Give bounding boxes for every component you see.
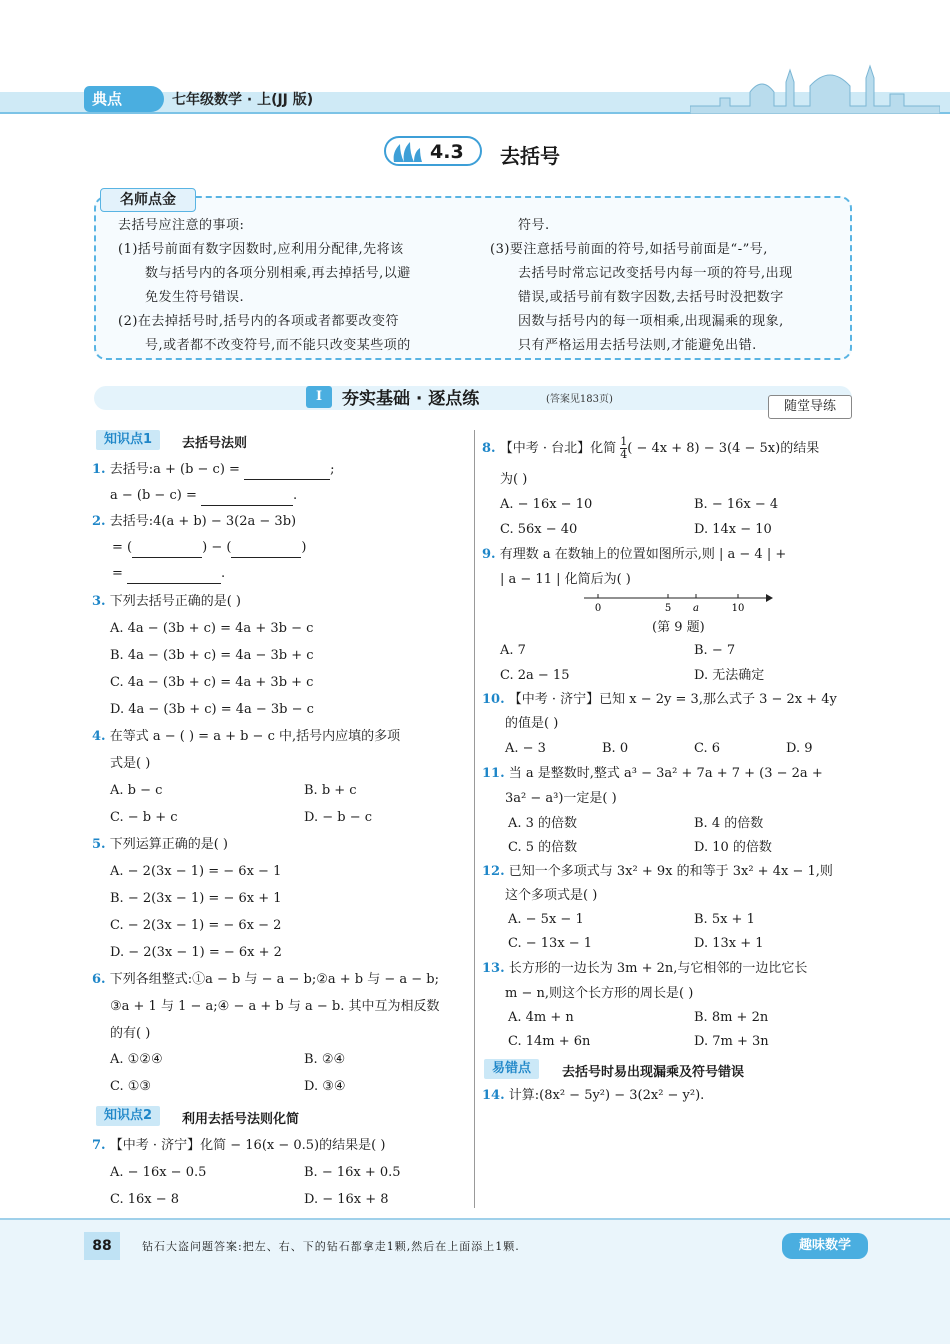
- axis-arrow: [766, 594, 773, 602]
- option[interactable]: D. ③④: [304, 1079, 346, 1094]
- book-title: 七年级数学 · 上(JJ 版): [172, 92, 314, 108]
- answer-blank[interactable]: [231, 543, 301, 558]
- option[interactable]: B. 0: [602, 741, 629, 756]
- answer-note: (答案见183页): [546, 394, 613, 405]
- option[interactable]: B. 4 的倍数: [694, 816, 764, 831]
- question-3: 3. 下列去括号正确的是( ): [92, 594, 241, 609]
- question-5: 5. 下列运算正确的是( ): [92, 837, 228, 852]
- question-11: 11. 当 a 是整数时,整式 a³ − 3a² + 7a + 7 + (3 − 2a +: [482, 766, 823, 781]
- skyline-illustration: [690, 62, 940, 114]
- tip-line: 只有严格运用去括号法则,才能避免出错.: [518, 338, 757, 353]
- option[interactable]: A. − 16x − 10: [500, 497, 593, 512]
- option[interactable]: D. 4a − (3b + c) = 4a − 3b − c: [110, 702, 314, 717]
- question-6-cont: 的有( ): [110, 1026, 151, 1041]
- question-10: 10. 【中考 · 济宁】已知 x − 2y = 3,那么式子 3 − 2x + 4y: [482, 692, 837, 707]
- option[interactable]: B. − 7: [694, 643, 736, 658]
- number-line: [580, 590, 774, 616]
- answer-blank[interactable]: [201, 491, 293, 506]
- option[interactable]: D. 无法确定: [694, 668, 765, 683]
- tip-line: 因数与括号内的每一项相乘,出现漏乘的现象,: [518, 314, 784, 329]
- option[interactable]: B. − 16x − 4: [694, 497, 779, 512]
- option[interactable]: A. − 16x − 0.5: [110, 1165, 207, 1180]
- option[interactable]: D. − 16x + 8: [304, 1192, 389, 1207]
- tip-line: 符号.: [518, 218, 550, 233]
- answer-blank[interactable]: [132, 543, 202, 558]
- tip-line: 号,或者都不改变符号,而不能只改变某些项的: [145, 338, 411, 353]
- option[interactable]: D. − 2(3x − 1) = − 6x + 2: [110, 945, 282, 960]
- figure-caption: (第 9 题): [652, 620, 705, 635]
- option[interactable]: C. 56x − 40: [500, 522, 578, 537]
- column-divider: [474, 430, 475, 1208]
- question-14: 14. 计算:(8x² − 5y²) − 3(2x² − y²).: [482, 1088, 705, 1103]
- question-9-cont: | a − 11 | 化简后为( ): [500, 572, 631, 587]
- axis-label: 5: [664, 603, 672, 614]
- question-13-cont: m − n,则这个长方形的周长是( ): [505, 986, 694, 1001]
- knowledge-title-2: 利用去括号法则化简: [182, 1112, 300, 1127]
- practice-badge: 随堂导练: [768, 395, 852, 419]
- option[interactable]: B. 5x + 1: [694, 912, 755, 927]
- question-8: 8. 【中考 · 台北】化简 $\frac{1}{4}$ ( − 4x + 8) − 3(4 − 5x)的结果: [482, 435, 820, 461]
- option[interactable]: B. 4a − (3b + c) = 4a − 3b + c: [110, 648, 314, 663]
- question-12-cont: 这个多项式是( ): [505, 888, 598, 903]
- footer-note: 钻石大盗问题答案:把左、右、下的钻石都拿走1颗,然后在上面添上1颗.: [142, 1240, 520, 1253]
- question-2: 2. 去括号:4(a + b) − 3(2a − 3b): [92, 514, 297, 529]
- option[interactable]: D. 13x + 1: [694, 936, 764, 951]
- option[interactable]: C. 2a − 15: [500, 668, 570, 683]
- tip-line: 数与括号内的各项分别相乘,再去掉括号,以避: [145, 266, 411, 281]
- question-2b: = ( ) − ( ): [112, 538, 307, 558]
- tips-heading: 去括号应注意的事项:: [118, 218, 245, 233]
- question-1b: a − (b − c) = .: [110, 486, 297, 506]
- question-4: 4. 在等式 a − ( ) = a + b − c 中,括号内应填的多项: [92, 729, 401, 744]
- option[interactable]: A. b − c: [110, 783, 163, 798]
- practice-title: 夯实基础 · 逐点练: [342, 389, 480, 409]
- option[interactable]: C. − b + c: [110, 810, 178, 825]
- option[interactable]: C. 16x − 8: [110, 1192, 180, 1207]
- option[interactable]: C. 4a − (3b + c) = 4a + 3b + c: [110, 675, 314, 690]
- tip-line: (2)在去掉括号时,括号内的各项或者都要改变符: [118, 314, 400, 329]
- knowledge-tag-1: 知识点1: [96, 430, 160, 450]
- option[interactable]: B. 8m + 2n: [694, 1010, 769, 1025]
- answer-blank[interactable]: [127, 569, 221, 584]
- error-prone-tag: 易错点: [484, 1059, 539, 1079]
- section-number: 4.3: [430, 141, 464, 163]
- question-9: 9. 有理数 a 在数轴上的位置如图所示,则 | a − 4 | +: [482, 547, 787, 562]
- option[interactable]: A. − 2(3x − 1) = − 6x − 1: [110, 864, 282, 879]
- error-prone-title: 去括号时易出现漏乘及符号错误: [562, 1065, 745, 1080]
- axis-label: 10: [731, 603, 745, 614]
- option[interactable]: C. − 2(3x − 1) = − 6x − 2: [110, 918, 282, 933]
- option[interactable]: D. 14x − 10: [694, 522, 772, 537]
- question-1: 1. 去括号:a + (b − c) = ;: [92, 460, 334, 480]
- page-number: 88: [84, 1232, 120, 1260]
- option[interactable]: C. 6: [694, 741, 721, 756]
- option[interactable]: A. ①②④: [110, 1052, 163, 1067]
- option[interactable]: B. b + c: [304, 783, 357, 798]
- option[interactable]: C. 14m + 6n: [508, 1034, 591, 1049]
- question-8-cont: 为( ): [500, 472, 528, 487]
- option[interactable]: B. − 16x + 0.5: [304, 1165, 401, 1180]
- question-10-cont: 的值是( ): [505, 716, 559, 731]
- question-12: 12. 已知一个多项式与 3x² + 9x 的和等于 3x² + 4x − 1,则: [482, 864, 833, 879]
- option[interactable]: A. 4m + n: [508, 1010, 574, 1025]
- practice-level-icon: I: [306, 386, 332, 408]
- tips-badge: 名师点金: [100, 188, 196, 212]
- question-11-cont: 3a² − a³)一定是( ): [505, 791, 617, 806]
- tip-line: 免发生符号错误.: [145, 290, 245, 305]
- tip-line: (1)括号前面有数字因数时,应利用分配律,先将该: [118, 242, 404, 257]
- axis-label: a: [693, 603, 699, 614]
- question-4-cont: 式是( ): [110, 756, 151, 771]
- brand-logo: 典点: [84, 86, 164, 112]
- fun-math-badge: 趣味数学: [782, 1233, 868, 1259]
- knowledge-title-1: 去括号法则: [182, 436, 248, 451]
- option[interactable]: A. − 3: [505, 741, 546, 756]
- tip-line: 去括号时常忘记改变括号内每一项的符号,出现: [518, 266, 793, 281]
- option[interactable]: A. 3 的倍数: [508, 816, 578, 831]
- option[interactable]: D. − b − c: [304, 810, 373, 825]
- option[interactable]: A. − 5x − 1: [508, 912, 584, 927]
- question-6: 6. 下列各组整式:①a − b 与 − a − b;②a + b 与 − a − b;: [92, 972, 440, 987]
- footer-line: [0, 1218, 950, 1220]
- drop-icon: [390, 140, 424, 164]
- axis-label: 0: [594, 603, 602, 614]
- option[interactable]: C. 5 的倍数: [508, 840, 578, 855]
- section-title: 去括号: [500, 144, 560, 168]
- option[interactable]: C. − 13x − 1: [508, 936, 593, 951]
- tip-line: 错误,或括号前有数字因数,去括号时没把数字: [518, 290, 784, 305]
- option[interactable]: D. 10 的倍数: [694, 840, 772, 855]
- option[interactable]: D. 7m + 3n: [694, 1034, 769, 1049]
- option[interactable]: B. − 2(3x − 1) = − 6x + 1: [110, 891, 282, 906]
- tip-line: (3)要注意括号前面的符号,如括号前面是“-”号,: [490, 242, 768, 257]
- option[interactable]: A. 7: [500, 643, 526, 658]
- question-6-cont: ③a + 1 与 1 − a;④ − a + b 与 a − b. 其中互为相反数: [110, 999, 440, 1014]
- question-2c: = .: [112, 564, 225, 584]
- question-7: 7. 【中考 · 济宁】化简 − 16(x − 0.5)的结果是( ): [92, 1138, 386, 1153]
- option[interactable]: C. ①③: [110, 1079, 152, 1094]
- option[interactable]: D. 9: [786, 741, 813, 756]
- question-13: 13. 长方形的一边长为 3m + 2n,与它相邻的一边比它长: [482, 961, 808, 976]
- answer-blank[interactable]: [244, 465, 330, 480]
- knowledge-tag-2: 知识点2: [96, 1106, 160, 1126]
- option[interactable]: B. ②④: [304, 1052, 346, 1067]
- option[interactable]: A. 4a − (3b + c) = 4a + 3b − c: [110, 621, 314, 636]
